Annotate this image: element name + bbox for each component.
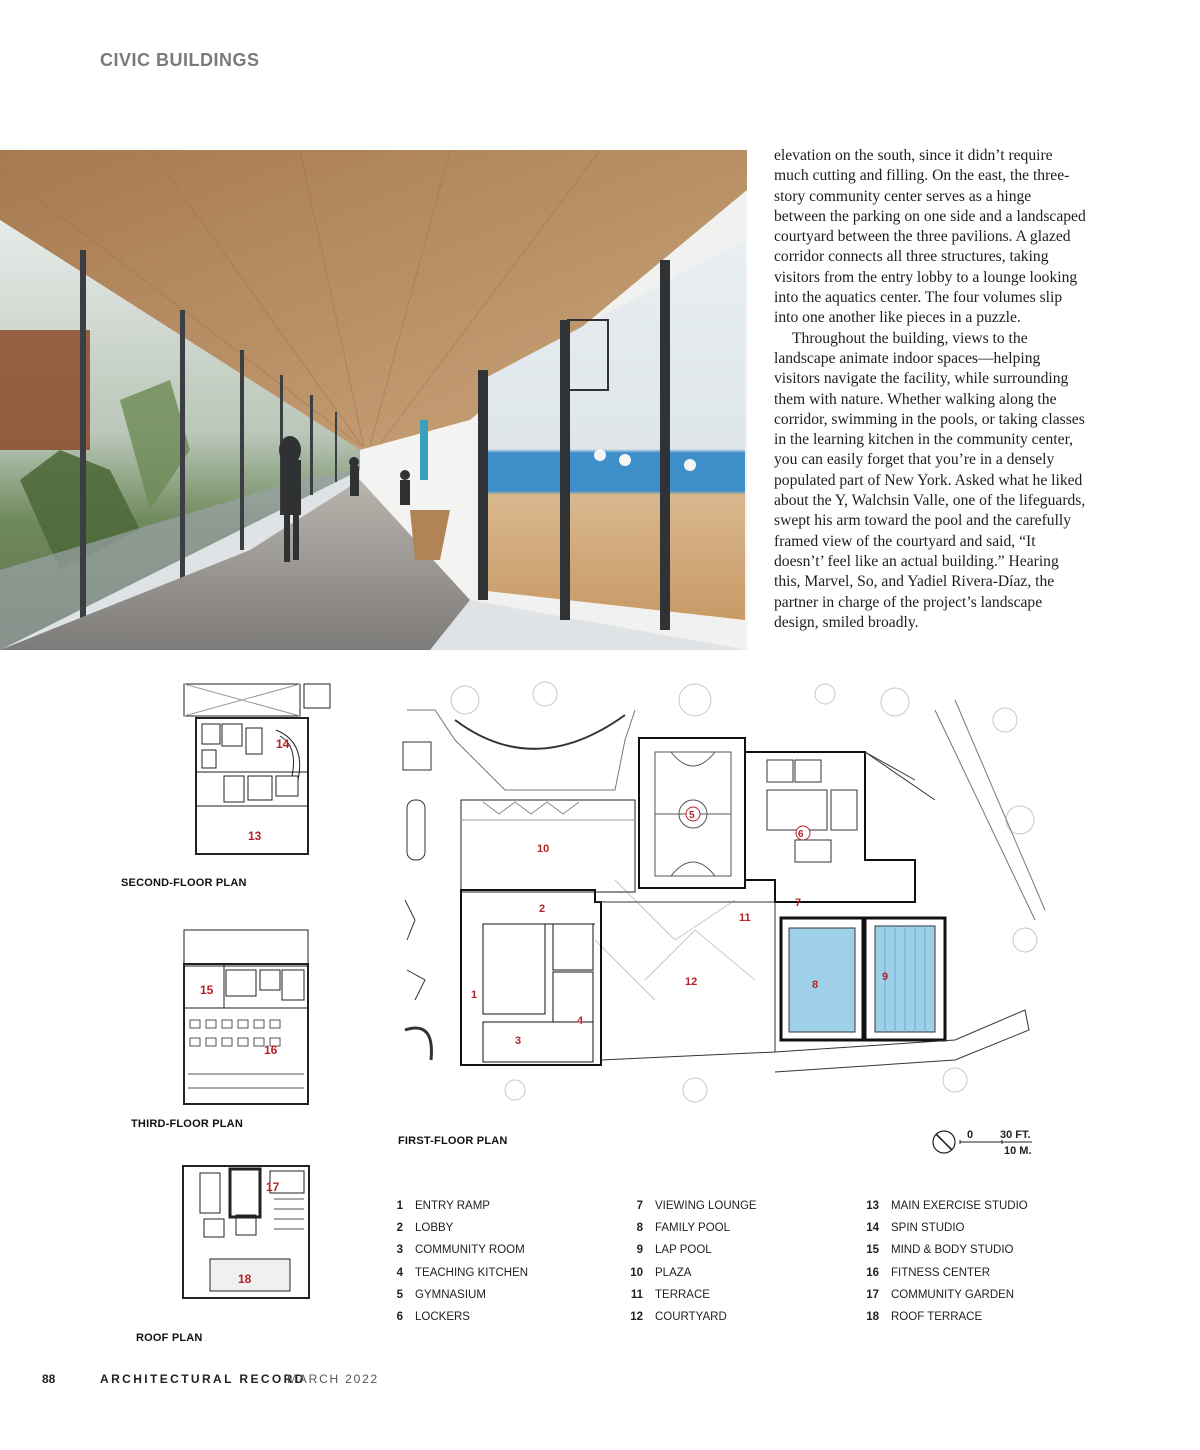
legend-num: 2 — [396, 1222, 403, 1235]
legend-label: COMMUNITY GARDEN — [891, 1288, 1015, 1301]
legend-item — [859, 1306, 1028, 1328]
article-body — [774, 146, 1086, 633]
third-floor-plan — [180, 926, 320, 1111]
legend-item — [623, 1195, 757, 1217]
legend-label: TERRACE — [655, 1288, 710, 1301]
publication-name: ARCHITECTURAL RECORD — [100, 1372, 306, 1386]
plan-mark-3: 3 — [515, 1035, 522, 1047]
legend-num: 14 — [866, 1222, 879, 1235]
legend-label: TEACHING KITCHEN — [415, 1266, 529, 1279]
legend-num: 11 — [630, 1288, 643, 1301]
plan-mark-16: 16 — [264, 1043, 278, 1057]
legend-item — [859, 1217, 1028, 1239]
legend-num: 10 — [630, 1266, 643, 1279]
legend-label: GYMNASIUM — [415, 1288, 486, 1301]
legend-item — [383, 1306, 528, 1328]
legend-num: 1 — [396, 1200, 403, 1213]
legend-label: LOCKERS — [415, 1311, 470, 1324]
plan-mark-2: 2 — [539, 903, 546, 915]
legend-label: ROOF TERRACE — [891, 1311, 983, 1324]
corridor-photo-illustration — [0, 150, 747, 650]
legend-label: VIEWING LOUNGE — [655, 1200, 757, 1213]
legend-label: LOBBY — [415, 1222, 454, 1235]
legend-label: MAIN EXERCISE STUDIO — [891, 1200, 1028, 1213]
legend-num: 4 — [396, 1266, 403, 1279]
section-label: CIVIC BUILDINGS — [100, 50, 260, 70]
legend-item — [383, 1195, 528, 1217]
legend-item — [623, 1217, 757, 1239]
legend-num: 9 — [636, 1244, 643, 1257]
plan-mark-5: 5 — [689, 810, 695, 821]
plan-mark-14: 14 — [276, 737, 290, 751]
legend-item — [383, 1217, 528, 1239]
legend-item — [623, 1239, 757, 1261]
page-number: 88 — [42, 1372, 56, 1386]
article-paragraph: Throughout the building, views to the landscape animate indoor spaces—helping visitors navigate the facility, while surrounding them with nature. Whether walking along the corridor, swimming in the pools, or taking classes in the learning kitchen in the community center, you can easily forget that you’re in a densely populated part of New York. Asked what he liked about the Y, Walchsin Valle, one of the lifeguards, swept his arm toward the pool and the carefully framed view of the courtyard and said, “It doesn’t’ feel like an actual building.” Hearing this, Marvel, So, and Yadiel Rivera-Díaz, the partner in charge of the project’s landscape design, smiled broadly. — [774, 329, 1086, 631]
legend-label: ENTRY RAMP — [415, 1200, 490, 1213]
legend-num: 3 — [396, 1244, 403, 1257]
legend-item — [859, 1239, 1028, 1261]
scale-bar — [930, 1126, 1040, 1160]
legend-label: SPIN STUDIO — [891, 1222, 965, 1235]
legend-label: LAP POOL — [655, 1244, 712, 1257]
plan-mark-11: 11 — [739, 912, 751, 924]
legend-label: MIND & BODY STUDIO — [891, 1244, 1014, 1257]
plan-mark-15: 15 — [200, 983, 214, 997]
plan-mark-9: 9 — [882, 971, 889, 983]
plan-mark-12: 12 — [685, 976, 698, 988]
legend-num: 15 — [866, 1244, 879, 1257]
plan-mark-7: 7 — [795, 897, 802, 909]
legend-num: 18 — [866, 1311, 879, 1324]
roof-plan — [180, 1163, 315, 1303]
roof-plan-label: ROOF PLAN — [136, 1332, 203, 1344]
issue-date: MARCH 2022 — [287, 1372, 380, 1386]
legend-label: FITNESS CENTER — [891, 1266, 991, 1279]
plan-mark-18: 18 — [238, 1272, 252, 1286]
legend-item — [383, 1262, 528, 1284]
legend-item — [383, 1239, 528, 1261]
second-floor-plan — [180, 680, 340, 860]
article-paragraph: elevation on the south, since it didn’t require much cutting and filling. On the east, the three-story community center serves as a hinge between the parking on one side and a landscaped courtyard between the three pavilions. A glazed corridor connects all three structures, taking visitors from the entry lobby to a lounge looking into the aquatics center. The four volumes slip into one another like pieces in a puzzle. — [774, 147, 1086, 327]
legend-num: 12 — [630, 1311, 643, 1324]
plan-mark-4: 4 — [577, 1015, 584, 1027]
legend-item — [623, 1262, 757, 1284]
third-floor-plan-label: THIRD-FLOOR PLAN — [131, 1118, 243, 1130]
legend-item — [859, 1284, 1028, 1306]
corridor-photo — [0, 150, 747, 650]
scale-zero: 0 — [967, 1129, 974, 1141]
legend-item — [623, 1306, 757, 1328]
legend-column-2 — [623, 1195, 757, 1328]
legend-num: 7 — [636, 1200, 643, 1213]
plan-mark-10: 10 — [537, 843, 550, 855]
plan-mark-1: 1 — [471, 989, 478, 1001]
legend-num: 16 — [866, 1266, 879, 1279]
plan-mark-6: 6 — [798, 829, 804, 840]
legend-num: 13 — [866, 1200, 879, 1213]
first-floor-plan-label: FIRST-FLOOR PLAN — [398, 1135, 508, 1147]
legend-label: COURTYARD — [655, 1311, 727, 1324]
legend-item — [623, 1284, 757, 1306]
legend-column-3 — [859, 1195, 1028, 1328]
legend-num: 6 — [396, 1311, 403, 1324]
plan-mark-17: 17 — [266, 1180, 280, 1194]
legend-column-1 — [383, 1195, 528, 1328]
legend-label: FAMILY POOL — [655, 1222, 730, 1235]
legend-label: COMMUNITY ROOM — [415, 1244, 525, 1257]
first-floor-plan — [395, 680, 1050, 1120]
legend-label: PLAZA — [655, 1266, 692, 1279]
plan-mark-13: 13 — [248, 829, 262, 843]
scale-feet: 30 FT. — [1000, 1129, 1031, 1141]
legend-num: 17 — [866, 1288, 879, 1301]
plan-mark-8: 8 — [812, 979, 819, 991]
legend-num: 5 — [396, 1288, 403, 1301]
legend-item — [859, 1262, 1028, 1284]
legend-item — [859, 1195, 1028, 1217]
legend-num: 8 — [636, 1222, 643, 1235]
legend-item — [383, 1284, 528, 1306]
scale-meters: 10 M. — [1004, 1145, 1032, 1157]
second-floor-plan-label: SECOND-FLOOR PLAN — [121, 877, 247, 889]
